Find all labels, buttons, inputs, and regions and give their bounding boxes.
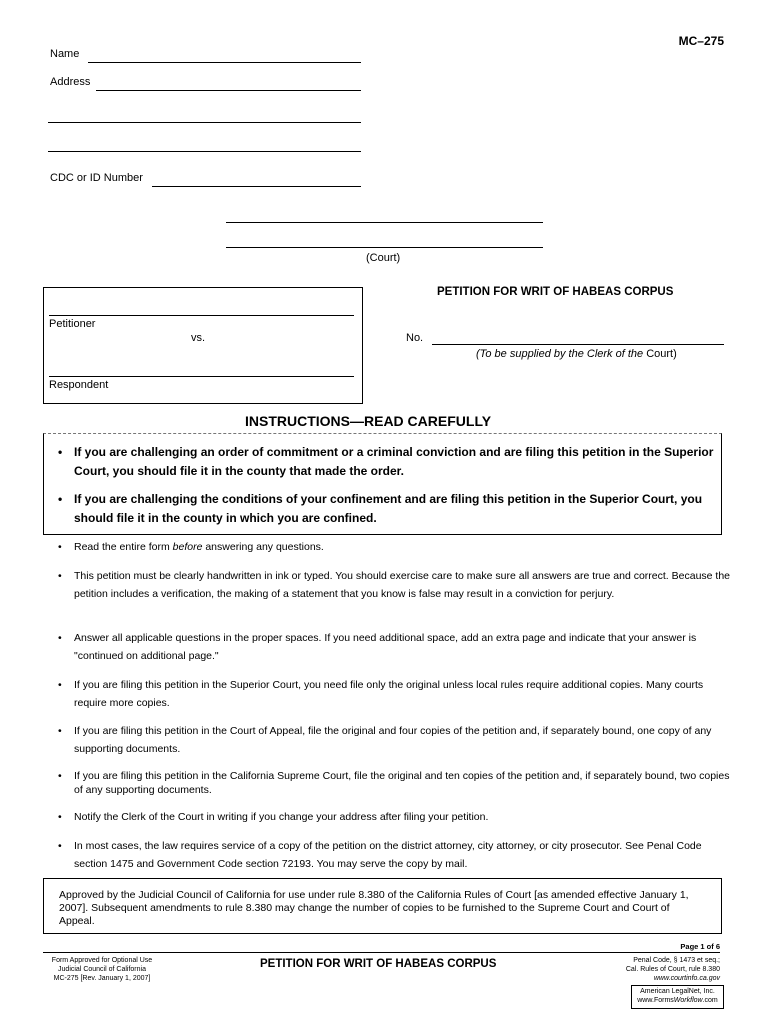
footer-right-3[interactable]: www.courtinfo.ca.gov — [653, 975, 720, 982]
form-number: MC–275 — [678, 34, 724, 48]
bullet: • — [58, 725, 62, 737]
bullet: • — [58, 445, 63, 459]
vendor-url-em: Workflow — [673, 997, 703, 1004]
instruction-text-4: If you are filing this petition in the Superior Court, you need file only the original unless local rules require additional copies. Many courts require more copies. — [74, 679, 704, 709]
address-label: Address — [50, 76, 91, 88]
instruction-text-3: Answer all applicable questions in the proper spaces. If you need additional space, add an extra page and indicate that your answer is "continued on additional page." — [74, 632, 697, 662]
clerk-note — [476, 348, 677, 360]
footer-right-1: Penal Code, § 1473 et seq.; — [633, 957, 720, 964]
footer-title: PETITION FOR WRIT OF HABEAS CORPUS — [260, 958, 497, 970]
cdc-field[interactable] — [152, 186, 361, 187]
cdc-label: CDC or ID Number — [50, 172, 143, 184]
bullet: • — [58, 492, 63, 506]
clerk-note-court: Court) — [643, 348, 677, 360]
vendor-box — [631, 985, 724, 1009]
case-number-field[interactable] — [432, 344, 724, 345]
address-field-line-1[interactable] — [96, 90, 361, 91]
vendor-url-post: .com — [702, 997, 718, 1004]
instruction-item-6 — [58, 769, 730, 797]
footer-left-3: MC-275 [Rev. January 1, 2007] — [53, 975, 151, 982]
vendor-url[interactable] — [632, 996, 723, 1005]
vendor-name: American LegalNet, Inc. — [640, 988, 715, 995]
instruction-item-7 — [58, 808, 730, 826]
important-instruction-text-2: If you are challenging the conditions of your confinement and are filing this petition in the Superior Court, you should file it in the county in which you are confined. — [74, 492, 703, 525]
footer-left — [47, 956, 157, 983]
court-label: (Court) — [366, 252, 401, 264]
instruction-item-3 — [58, 629, 730, 665]
instructions-heading: INSTRUCTIONS—READ CAREFULLY — [245, 413, 492, 429]
footer-right — [626, 956, 720, 983]
bullet: • — [58, 541, 62, 553]
instruction-text-1-em: before — [172, 541, 203, 553]
name-field[interactable] — [88, 62, 361, 63]
court-field-line-1[interactable] — [226, 222, 543, 223]
bullet: • — [58, 679, 62, 691]
court-field-line-2[interactable] — [226, 247, 543, 248]
vendor-url-pre: www.Forms — [637, 997, 674, 1004]
instruction-text-8: In most cases, the law requires service of a copy of the petition on the district attorney, city attorney, or city prosecutor. See Penal Code section 1475 and Government Code section 72193. You may serve the copy by mail. — [74, 840, 702, 870]
important-instruction-1 — [58, 443, 724, 481]
address-field-line-3[interactable] — [48, 151, 361, 152]
approval-box — [43, 878, 722, 934]
petitioner-field[interactable] — [49, 315, 354, 316]
vs-label: vs. — [191, 332, 206, 344]
respondent-field[interactable] — [49, 376, 354, 377]
important-instruction-2 — [58, 490, 724, 528]
instruction-item-4 — [58, 676, 714, 712]
address-field-line-2[interactable] — [48, 122, 361, 123]
bullet: • — [58, 770, 62, 782]
instruction-text-7: Notify the Clerk of the Court in writing if you change your address after filing your petition. — [74, 811, 489, 823]
petitioner-label: Petitioner — [49, 318, 96, 330]
bullet: • — [58, 632, 62, 644]
bullet: • — [58, 570, 62, 582]
instruction-text-6: If you are filing this petition in the California Supreme Court, file the original and ten copies of the petition and, if separately bound, two copies of any supporting documents. — [74, 770, 730, 796]
instruction-item-1 — [58, 538, 324, 556]
instruction-text-5: If you are filing this petition in the Court of Appeal, file the original and four copies of the petition and, if separately bound, one copy of any supporting documents. — [74, 725, 712, 755]
name-label: Name — [50, 48, 80, 60]
instruction-item-5 — [58, 722, 730, 758]
instruction-text-1-post: answering any questions. — [202, 541, 324, 553]
clerk-note-italic: (To be supplied by the Clerk of the — [476, 348, 644, 360]
approval-text: Approved by the Judicial Council of California for use under rule 8.380 of the California Rules of Court [as amended effective January 1, 2007]. Subsequent amendments to rule 8.380 may change the number of copies to be furnished to the Supreme Court and Court of Appeal. — [59, 889, 689, 927]
instruction-item-8 — [58, 837, 714, 873]
caption-box — [43, 287, 363, 404]
important-instruction-text-1: If you are challenging an order of commitment or a criminal conviction and are filing this petition in the Superior Court, you should file it in the county that made the order. — [74, 445, 714, 478]
footer-left-1: Form Approved for Optional Use — [51, 957, 153, 964]
footer-rule — [43, 952, 720, 953]
instruction-item-2 — [58, 567, 730, 603]
respondent-label: Respondent — [49, 379, 109, 391]
instruction-text-2: This petition must be clearly handwritten in ink or typed. You should exercise care to make sure all answers are true and correct. Because the petition includes a verification, the making of a statement that you know is false may result in a conviction for perjury. — [74, 570, 731, 600]
footer-left-2: Judicial Council of California — [58, 966, 146, 973]
instruction-text-1-pre: Read the entire form — [74, 541, 173, 553]
page-number: Page 1 of 6 — [680, 942, 720, 951]
case-number-label: No. — [406, 332, 424, 344]
bullet: • — [58, 811, 62, 823]
bullet: • — [58, 840, 62, 852]
footer-right-2: Cal. Rules of Court, rule 8.380 — [625, 966, 720, 973]
petition-title: PETITION FOR WRIT OF HABEAS CORPUS — [437, 286, 674, 298]
